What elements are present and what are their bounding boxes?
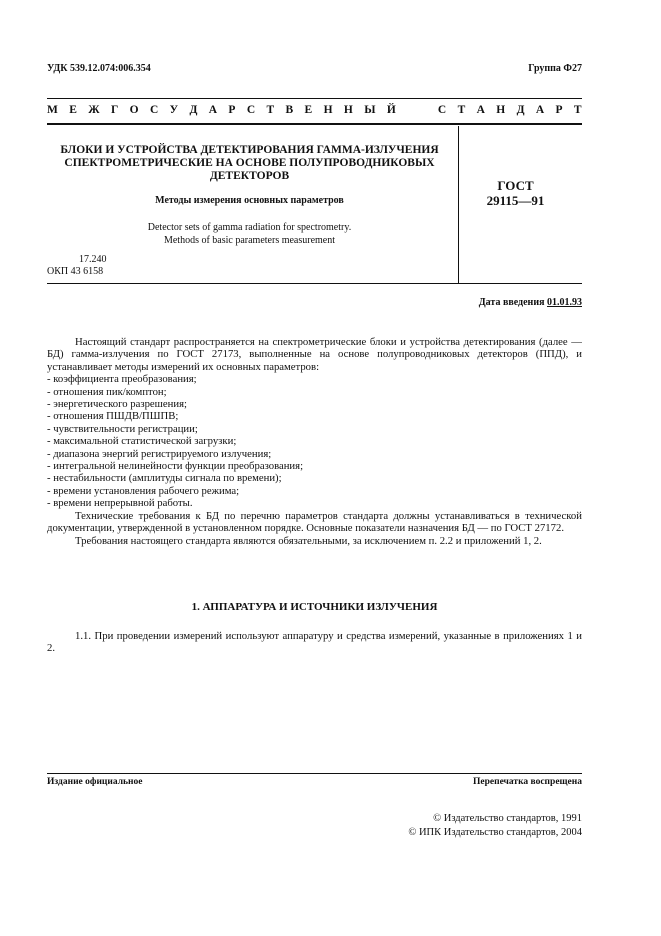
list-item: - коэффициента преобразования; xyxy=(47,373,197,386)
list-item: - отношения пик/комптон; xyxy=(47,385,167,398)
copyright-line: © ИПК Издательство стандартов, 2004 xyxy=(408,827,582,838)
english-title-line: Detector sets of gamma radiation for spectrometry. xyxy=(147,222,352,233)
banner-letter: Г xyxy=(110,104,119,116)
list-item: - максимальной статистической загрузки; xyxy=(47,435,237,448)
list-item: - интегральной нелинейности функции преобразования; xyxy=(47,460,304,473)
udk-code: УДК 539.12.074:006.354 xyxy=(47,63,151,74)
banner-letter: Р xyxy=(228,104,236,116)
banner-letter: Н xyxy=(323,104,333,116)
gost-label: ГОСТ xyxy=(497,178,534,193)
banner-rule xyxy=(47,123,582,125)
banner-letter xyxy=(423,104,427,116)
mandatory-paragraph: Требования настоящего стандарта являются обязательными, за исключением п. 2.2 и приложений 1, 2. xyxy=(75,534,542,547)
banner-letter: С xyxy=(246,104,256,116)
section-paragraph: 1.1. При проведении измерений используют аппаратуру и средства измерений, указанные в приложениях 1 и 2. xyxy=(47,630,582,655)
banner-letter: Т xyxy=(573,104,582,116)
title-line: ДЕТЕКТОРОВ xyxy=(209,170,290,182)
title-line: БЛОКИ И УСТРОЙСТВА ДЕТЕКТИРОВАНИЯ ГАММА-ИЗЛУЧЕНИЯ xyxy=(60,144,439,156)
reprint-notice: Перепечатка воспрещена xyxy=(472,777,582,787)
banner-letter: А xyxy=(476,104,485,116)
banner-letter: Д xyxy=(189,104,198,116)
footer-rule xyxy=(47,773,582,774)
banner-letter: У xyxy=(169,104,179,116)
top-rule xyxy=(47,98,582,99)
effective-date xyxy=(479,297,582,308)
list-item: - диапазона энергий регистрируемого излучения; xyxy=(47,447,272,460)
section-heading: 1. АППАРАТУРА И ИСТОЧНИКИ ИЗЛУЧЕНИЯ xyxy=(191,601,438,613)
copyright-line: © Издательство стандартов, 1991 xyxy=(433,813,582,824)
document-title xyxy=(47,144,452,183)
banner-letter: М xyxy=(47,104,58,116)
list-item: - чувствительности регистрации; xyxy=(47,422,198,435)
banner-letter: А xyxy=(535,104,545,116)
banner-letter: Т xyxy=(457,104,466,116)
banner-letter: Т xyxy=(266,104,275,116)
list-item: - отношения ПШДВ/ПШПВ; xyxy=(47,410,179,423)
banner-letter: Й xyxy=(386,104,396,116)
classification-code: 17.240 xyxy=(79,254,107,265)
title-block-rule xyxy=(47,283,582,284)
okp-code: ОКП 43 6158 xyxy=(47,266,104,277)
intro-paragraph: Настоящий стандарт распространяется на спектрометрические блоки и устройства детектирования (далее — БД) гамма-излучения по ГОСТ 27173, выполненные на основе полупроводниковых детекторов (ППД), и устанавливает методы измерений их основных параметров: xyxy=(47,336,582,373)
banner-letter: Е xyxy=(304,104,313,116)
gost-number: 29115—91 xyxy=(486,193,545,208)
effective-date-label: Дата введения xyxy=(478,297,545,308)
intro-text xyxy=(47,336,582,547)
title-line: СПЕКТРОМЕТРИЧЕСКИЕ НА ОСНОВЕ ПОЛУПРОВОДНИКОВЫХ xyxy=(64,157,435,169)
document-subtitle: Методы измерения основных параметров xyxy=(155,195,344,206)
group-code: Группа Ф27 xyxy=(528,63,582,74)
list-item: - нестабильности (амплитуды сигнала по времени); xyxy=(47,472,282,485)
banner-letter: С xyxy=(437,104,447,116)
parameter-list xyxy=(47,373,582,509)
banner-letter: Н xyxy=(496,104,506,116)
banner-letter: Е xyxy=(69,104,77,116)
requirements-paragraph: Технические требования к БД по перечню параметров стандарта должны устанавливаться в технической документации, утвержденной в установленном порядке. Основные показатели назначения БД — по ГОСТ 27172. xyxy=(47,509,582,535)
official-edition: Издание официальное xyxy=(47,777,143,787)
banner-letter: С xyxy=(149,104,159,116)
list-item: - времени установления рабочего режима; xyxy=(47,484,240,497)
english-title-line: Methods of basic parameters measurement xyxy=(163,235,336,246)
banner-letter: В xyxy=(285,104,294,116)
banner-letter: Д xyxy=(516,104,525,116)
banner-letter: А xyxy=(208,104,218,116)
interstate-standard-banner xyxy=(47,104,582,116)
banner-letter: Ы xyxy=(364,104,376,116)
banner-letter: О xyxy=(129,104,139,116)
banner-letter: Н xyxy=(343,104,353,116)
effective-date-value: 01.01.93 xyxy=(547,297,582,308)
banner-letter: Ж xyxy=(88,104,100,116)
list-item: - энергетического разрешения; xyxy=(47,398,187,411)
banner-letter: Р xyxy=(555,104,563,116)
banner-letter xyxy=(407,104,411,116)
list-item: - времени непрерывной работы. xyxy=(47,497,193,510)
